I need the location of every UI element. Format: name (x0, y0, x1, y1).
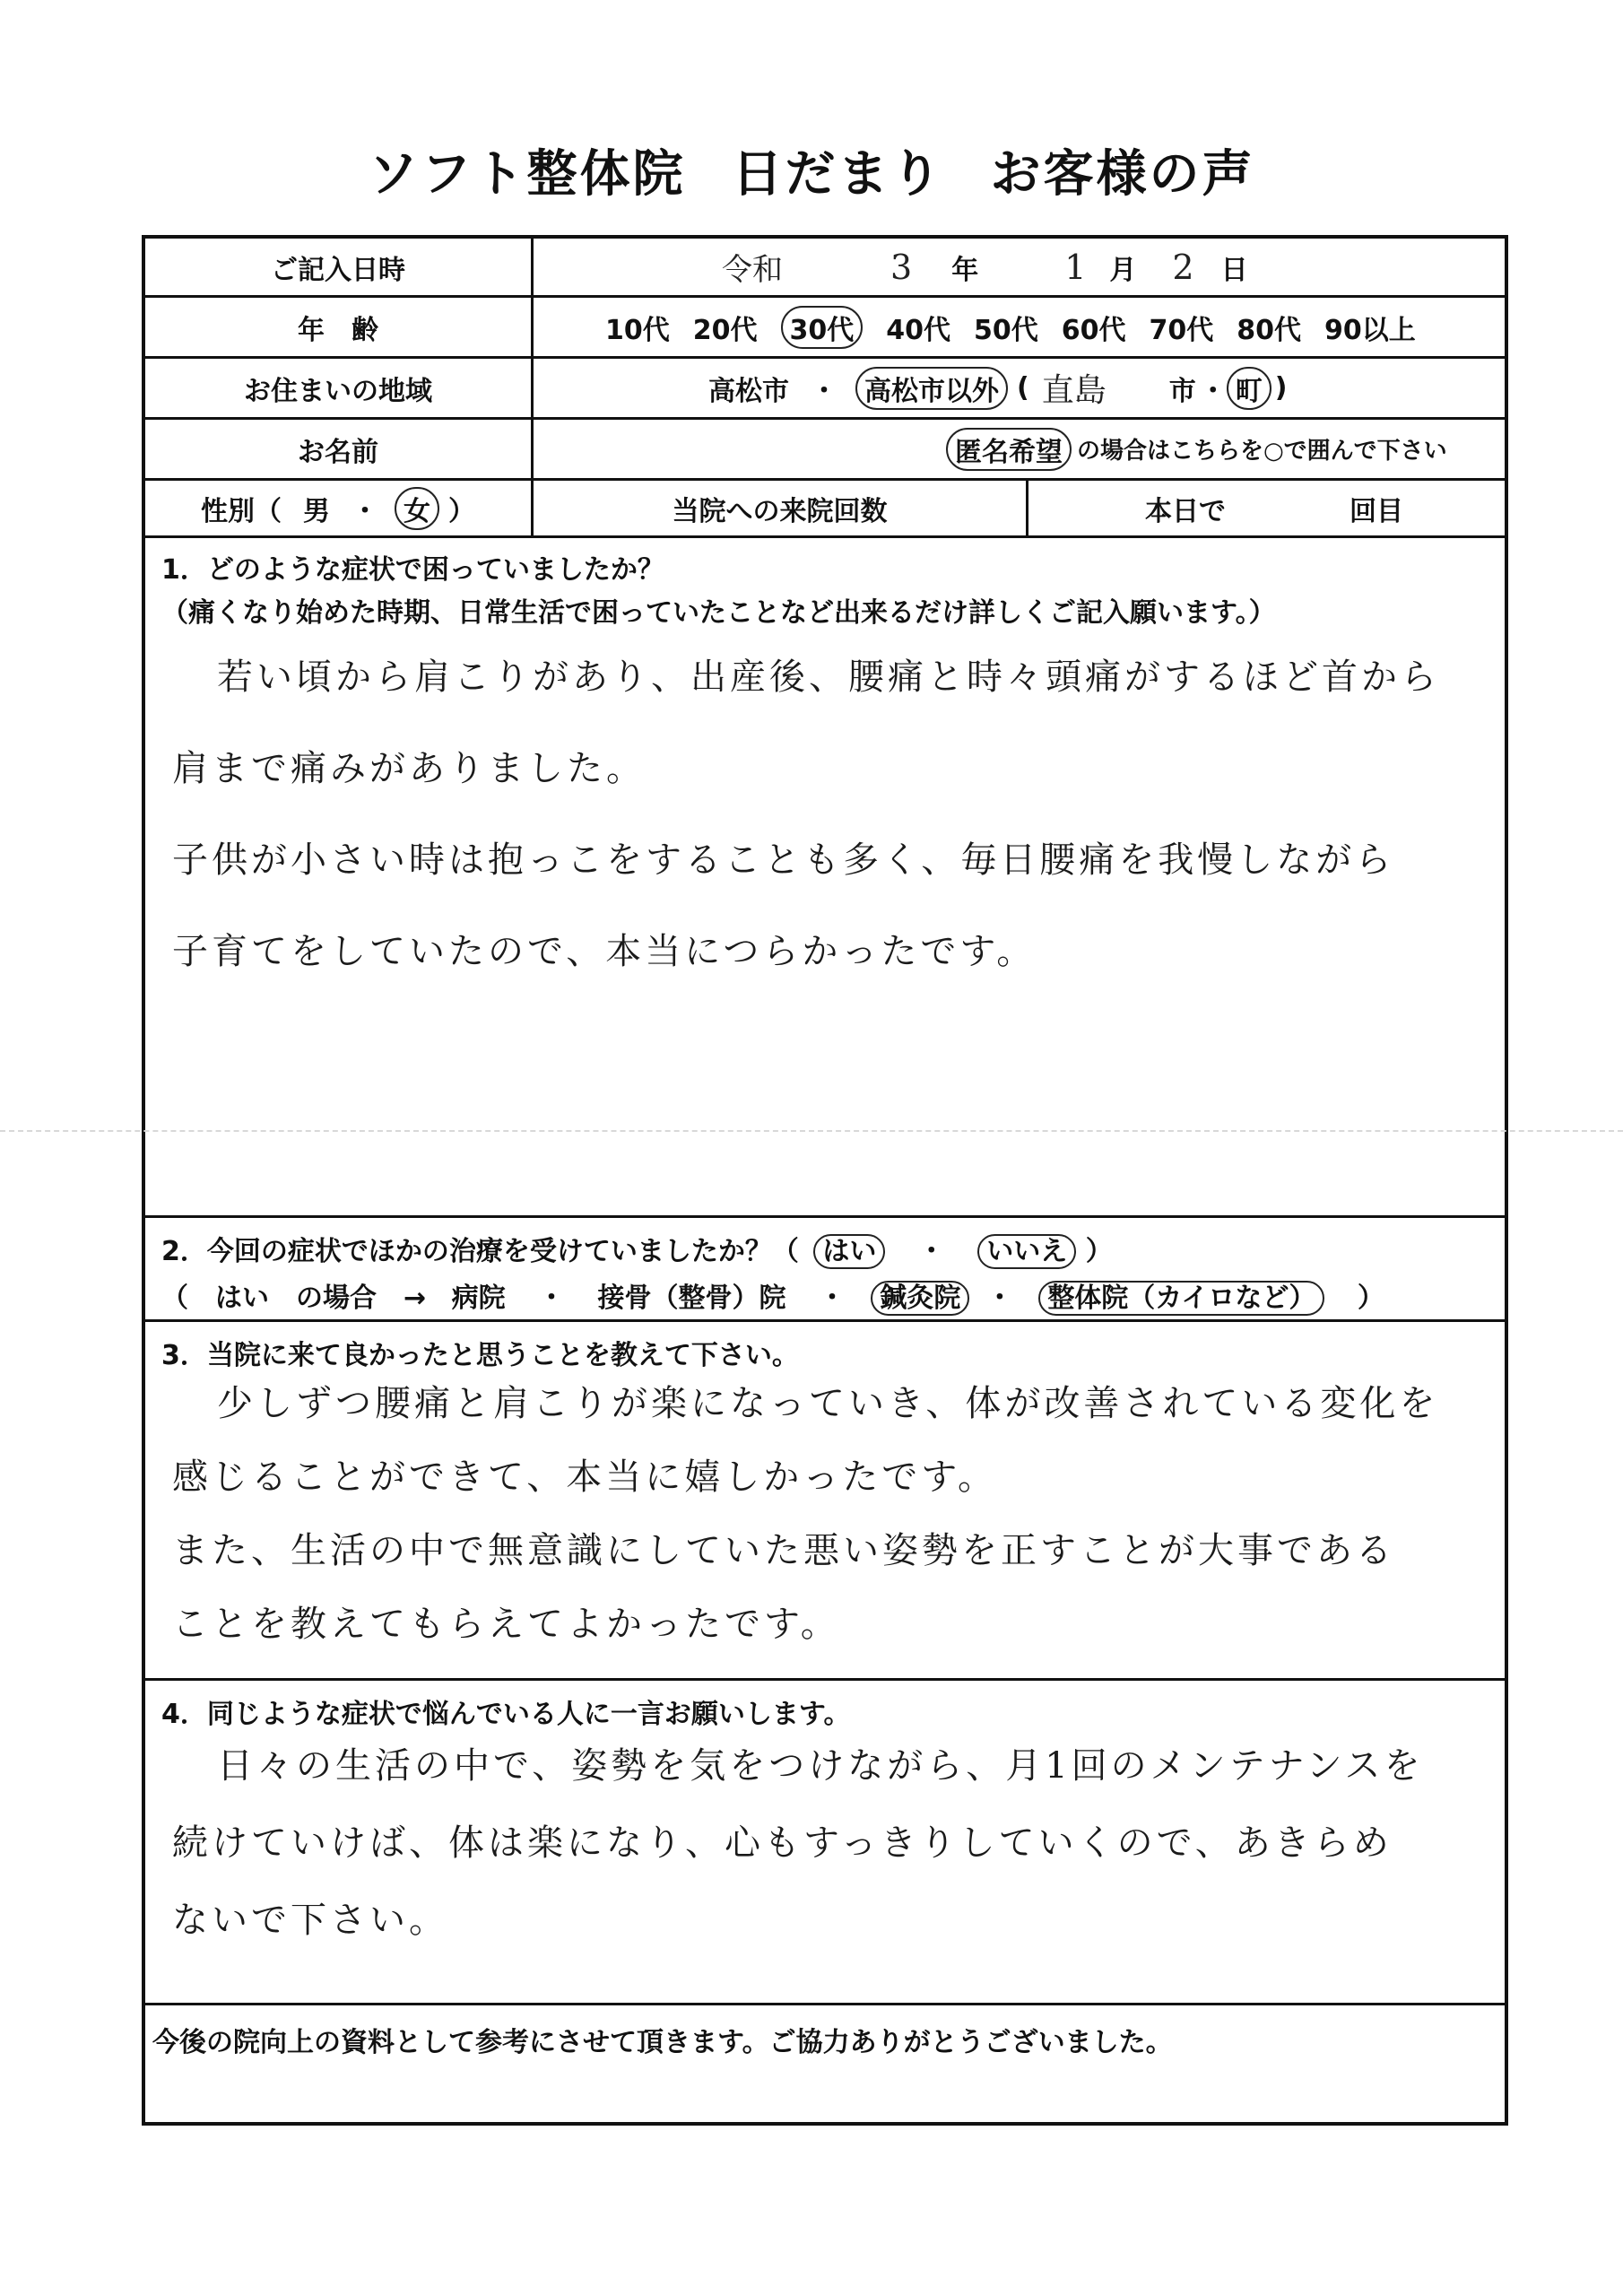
q1-section (145, 538, 1505, 1218)
gender-separator: ・ (352, 495, 378, 527)
age-option: 80代 (1237, 314, 1301, 346)
date-label: ご記入日時 (145, 239, 534, 295)
area-separator: ・ (811, 375, 838, 407)
gender-label-prefix: 性別（ (201, 495, 282, 527)
q2-option-hospital: 病院 (451, 1283, 506, 1314)
q2-line2: （ はい の場合 → 病院 ・ 接骨（整骨）院 ・ 鍼灸院 ・ 整体院（カイロなど） ） (161, 1283, 1384, 1314)
q2-yes-circled: はい (813, 1234, 885, 1269)
era-handwritten: 令和 (722, 252, 783, 288)
q1-answer-line: 若い頃から肩こりがあり、出産後、腰痛と時々頭痛がするほど首から (217, 657, 1440, 698)
q3-answer-line: また、生活の中で無意識にしていた悪い姿勢を正すことが大事である (172, 1530, 1395, 1571)
month-unit: 月 (1109, 254, 1137, 286)
q1-answer (172, 631, 1487, 997)
age-option: 20代 (692, 314, 758, 346)
day-handwritten: 2 (1172, 247, 1194, 287)
clinic-subname: 日だまり (732, 145, 944, 204)
q2-no-circled: いいえ (977, 1234, 1076, 1269)
q2-separator: ・ (917, 1236, 945, 1267)
age-option: 60代 (1061, 314, 1126, 346)
q3-section (145, 1322, 1505, 1681)
name-label: お名前 (145, 420, 534, 478)
q2-option-seitai-circled: 整体院（カイロなど） (1038, 1281, 1324, 1316)
age-option: 50代 (974, 314, 1038, 346)
q3-answer-line: ことを教えてもらえてよかったです。 (172, 1604, 840, 1645)
today-label: 本日で (1145, 495, 1226, 527)
date-value (534, 239, 1505, 295)
area-paren-close: ) (1274, 372, 1288, 404)
area-value (534, 359, 1505, 417)
age-row (145, 298, 1505, 359)
q2-option-bonesetter: 接骨（整骨）院 (597, 1283, 786, 1314)
paper-fold-line (0, 1130, 1623, 1132)
age-option: 30代 (781, 306, 864, 349)
q3-answer-line: 少しずつ腰痛と肩こりが楽になっていき、体が改善されている変化を (217, 1383, 1439, 1424)
q4-answer-line: ないで下さい。 (172, 1900, 448, 1941)
times-label: 回目 (1350, 495, 1403, 527)
q3-answer-line: 感じることができて、本当に嬉しかったです。 (172, 1457, 997, 1498)
q1-title: 1．どのような症状で困っていましたか？ (161, 554, 664, 586)
gender-female-circled: 女 (395, 487, 439, 530)
area-outside-takamatsu-circled: 高松市以外 (855, 367, 1008, 410)
q1-subtitle: （痛くなり始めた時期、日常生活で困っていたことなど出来るだけ詳しくご記入願います。） (161, 597, 1276, 629)
age-options (534, 298, 1505, 356)
q2-title: 2．今回の症状でほかの治療を受けていましたか？（ (161, 1236, 799, 1267)
area-paren-open: ( (1017, 372, 1029, 404)
q2-line1 (161, 1229, 1113, 1268)
town-handwritten: 直島 (1041, 372, 1107, 409)
q2-line2-close: ） (1357, 1283, 1384, 1314)
form-title (0, 135, 1623, 206)
gender-label (145, 481, 534, 535)
age-option: 10代 (605, 314, 670, 346)
month-handwritten: 1 (1064, 247, 1087, 287)
name-row (145, 420, 1505, 481)
survey-form (142, 235, 1508, 2126)
q2-option-acupuncture-circled: 鍼灸院 (871, 1281, 969, 1316)
visits-label: 当院への来院回数 (534, 481, 1028, 535)
area-label: お住まいの地域 (145, 359, 534, 417)
q3-answer (172, 1367, 1487, 1661)
gender-male: 男 (303, 495, 330, 527)
anonymous-circled: 匿名希望 (946, 428, 1072, 471)
area-town-circled: 町 (1227, 367, 1271, 410)
date-row (145, 239, 1505, 298)
q1-answer-line: 子育てをしていたので、本当につらかったです。 (172, 931, 1037, 972)
visit-count (1028, 481, 1505, 535)
gender-row (145, 481, 1505, 538)
q1-answer-line: 肩まで痛みがありました。 (172, 748, 646, 789)
age-option: 40代 (886, 314, 950, 346)
gender-label-suffix: ） (448, 495, 475, 527)
area-city: 市 (1168, 375, 1196, 407)
voice-title: お客様の声 (990, 145, 1255, 204)
q4-answer-line: 続けていけば、体は楽になり、心もすっきりしていくので、あきらめ (172, 1822, 1393, 1864)
q1-answer-line: 子供が小さい時は抱っこをすることも多く、毎日腰痛を我慢しながら (172, 839, 1395, 881)
q4-answer (172, 1727, 1487, 1959)
q4-section (145, 1681, 1505, 2005)
day-unit: 日 (1220, 254, 1248, 286)
q2-section (145, 1218, 1505, 1322)
anonymous-note: の場合はこちらを○で囲んで下さい (1077, 438, 1447, 465)
footer-section (145, 2005, 1505, 2126)
q2-close: ） (1085, 1236, 1113, 1267)
area-row (145, 359, 1505, 420)
q4-answer-line: 日々の生活の中で、姿勢を気をつけながら、月1回のメンテナンスを (217, 1745, 1424, 1787)
q3-title: 3．当院に来て良かったと思うことを教えて下さい。 (161, 1340, 799, 1371)
area-dot: ・ (1199, 375, 1227, 407)
q4-title: 4．同じような症状で悩んでいる人に一言お願いします。 (161, 1699, 851, 1730)
year-unit: 年 (951, 254, 979, 286)
age-option: 70代 (1149, 314, 1214, 346)
q2-line2-open: （ はい の場合 → (161, 1283, 427, 1314)
footer-thanks: 今後の院向上の資料として参考にさせて頂きます。ご協力ありがとうございました。 (152, 2027, 1173, 2058)
clinic-name: ソフト整体院 (368, 145, 686, 204)
area-takamatsu: 高松市 (708, 375, 789, 407)
age-option: 90以上 (1324, 314, 1416, 346)
name-value (534, 420, 1505, 478)
year-handwritten: 3 (890, 247, 913, 287)
age-label: 年 齢 (145, 298, 534, 356)
